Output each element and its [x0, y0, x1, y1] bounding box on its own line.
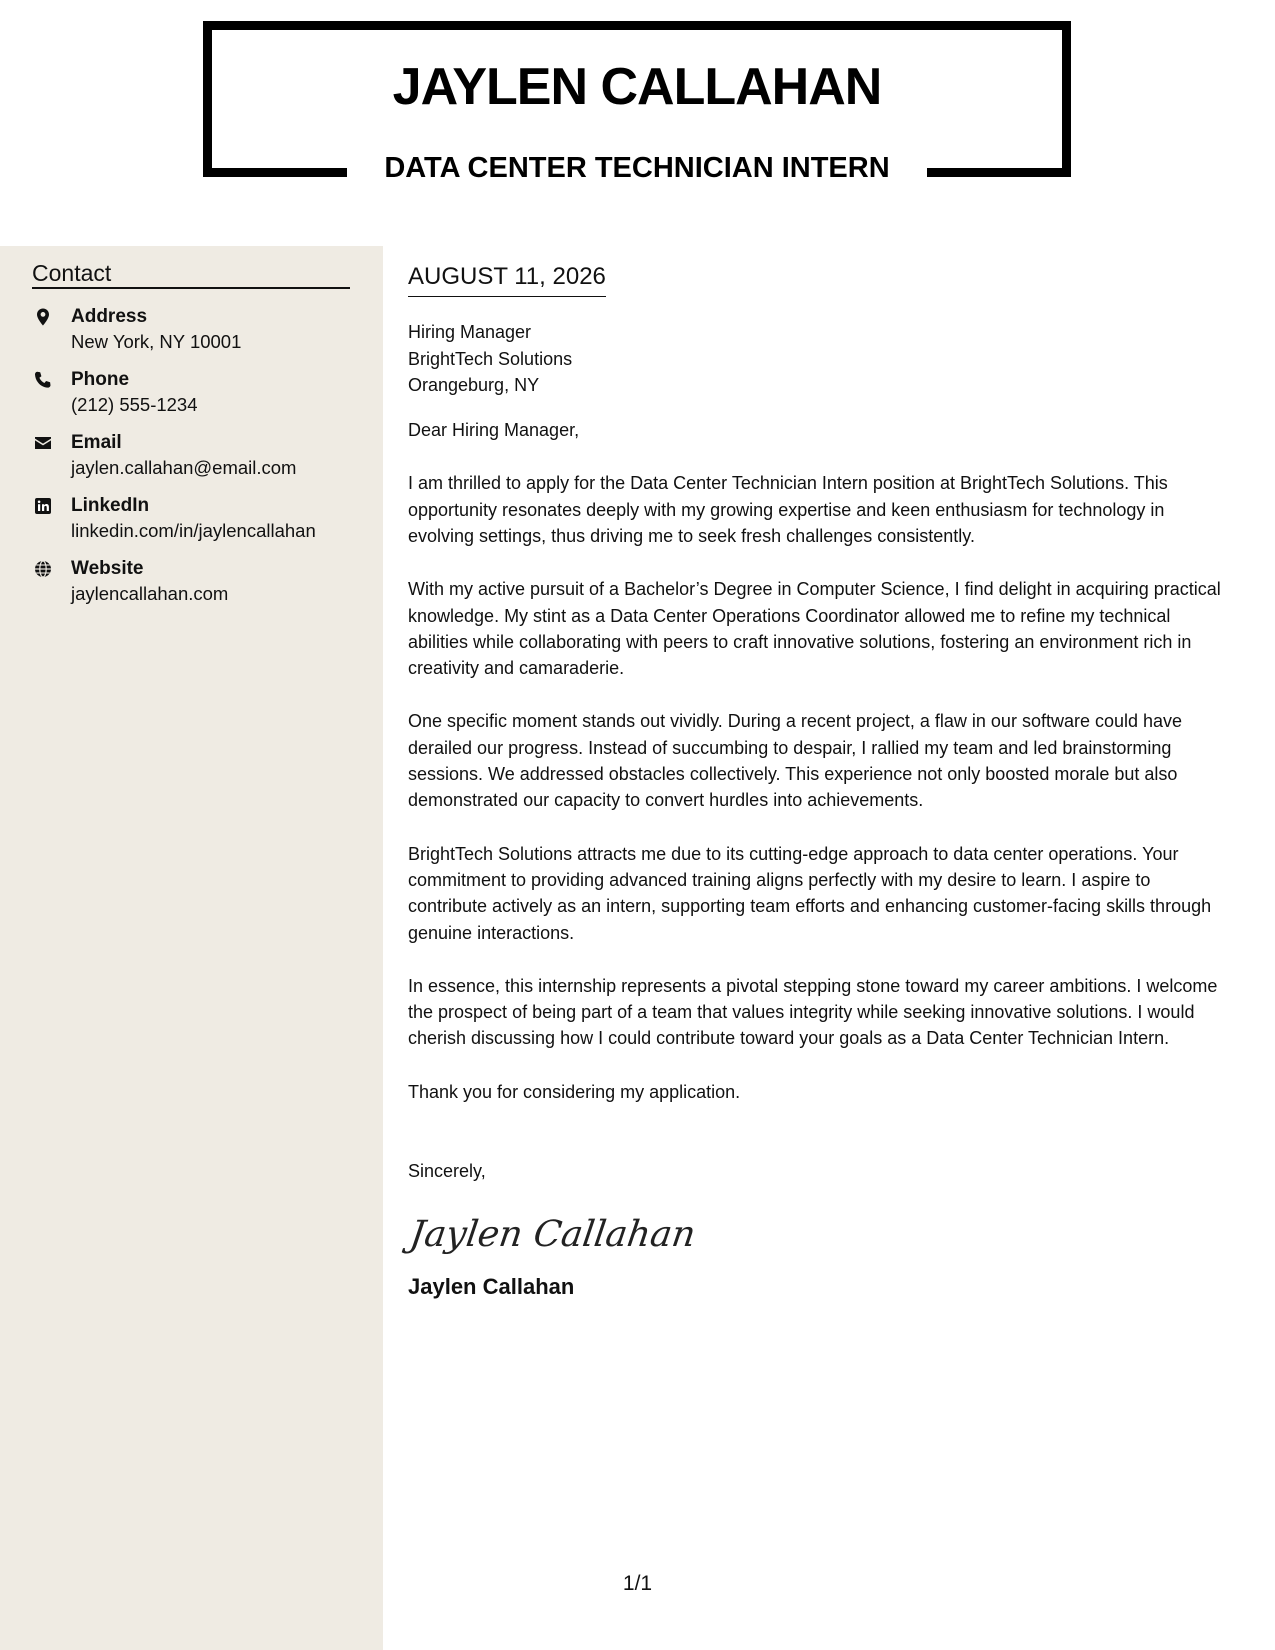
contact-value-address: New York, NY 10001 [71, 331, 242, 352]
contact-item-email [32, 430, 372, 493]
signature-text: Jaylen Callahan [407, 1212, 699, 1255]
location-pin-icon [33, 307, 53, 327]
frame-bottom-left-bar [203, 168, 347, 177]
linkedin-icon [33, 496, 53, 516]
globe-icon [33, 559, 53, 579]
recipient-line: Orangeburg, NY [408, 375, 540, 396]
body-paragraph: Thank you for considering my application. [408, 1081, 741, 1102]
contact-heading: Contact [32, 260, 350, 289]
contact-label-address: Address [71, 306, 148, 327]
letter-date: AUGUST 11, 2026 [408, 264, 606, 297]
recipient-line: Hiring Manager [408, 322, 532, 343]
contact-value-phone: (212) 555-1234 [71, 394, 198, 415]
contact-item-address [32, 304, 372, 367]
website-link[interactable]: jaylencallahan.com [71, 583, 229, 604]
contact-list [32, 304, 372, 619]
page-number: 1/1 [622, 1572, 653, 1595]
contact-item-linkedin [32, 493, 372, 556]
body-paragraph: In essence, this internship represents a pivotal stepping stone toward my career ambitions. I welcome the prospect of being part of a team that values integrity while seeking innovative solutions. I would cherish discussing how I could contribute toward your goals as a Data Center Technician Intern. [408, 975, 1218, 1049]
contact-label-phone: Phone [71, 369, 130, 390]
envelope-icon [33, 433, 53, 453]
contact-label-email: Email [71, 432, 122, 453]
salutation: Dear Hiring Manager, [408, 419, 580, 440]
contact-item-website [32, 556, 372, 619]
signer-name: Jaylen Callahan [408, 1274, 575, 1300]
body-paragraph: BrightTech Solutions attracts me due to its cutting-edge approach to data center operations. Your commitment to providing advanced training aligns perfectly with my desire to learn. I aspire to contribute actively as an intern, supporting team efforts and enhancing customer-facing skills through genuine interactions. [408, 843, 1212, 943]
frame-top-bar [203, 21, 1071, 30]
contact-item-phone [32, 367, 372, 430]
body-paragraph: I am thrilled to apply for the Data Center Technician Intern position at BrightTech Solutions. This opportunity resonates deeply with my growing expertise and keen enthusiasm for technology in evolving settings, thus driving me to seek fresh challenges consistently. [408, 473, 1168, 546]
recipient-block [408, 319, 1228, 399]
contact-sidebar [0, 246, 383, 1650]
contact-label-linkedin: LinkedIn [71, 495, 150, 516]
phone-icon [33, 370, 53, 390]
job-title: DATA CENTER TECHNICIAN INTERN [384, 152, 890, 184]
letter-body [408, 264, 1228, 1299]
body-paragraph: With my active pursuit of a Bachelor’s Degree in Computer Science, I find delight in acquiring practical knowledge. My stint as a Data Center Operations Coordinator allowed me to refine my technical abilities while collaborating with peers to craft innovative solutions, fostering an environment rich in creativity and camaraderie. [408, 579, 1221, 679]
frame-bottom-right-bar [927, 168, 1071, 177]
body-paragraph: One specific moment stands out vividly. During a recent project, a flaw in our software could have derailed our progress. Instead of succumbing to despair, I rallied my team and led brainstorming sessions. We addressed obstacles collectively. This experience not only boosted morale but also demonstrated our capacity to convert hurdles into achievements. [408, 711, 1183, 811]
email-link[interactable]: jaylen.callahan@email.com [71, 457, 297, 478]
linkedin-link[interactable]: linkedin.com/in/jaylencallahan [71, 520, 316, 541]
recipient-line: BrightTech Solutions [408, 348, 573, 369]
applicant-name: JAYLEN CALLAHAN [392, 58, 882, 116]
closing: Sincerely, [408, 1161, 486, 1182]
contact-label-website: Website [71, 558, 144, 579]
handwritten-signature [408, 1208, 1228, 1258]
header-frame [203, 21, 1071, 184]
